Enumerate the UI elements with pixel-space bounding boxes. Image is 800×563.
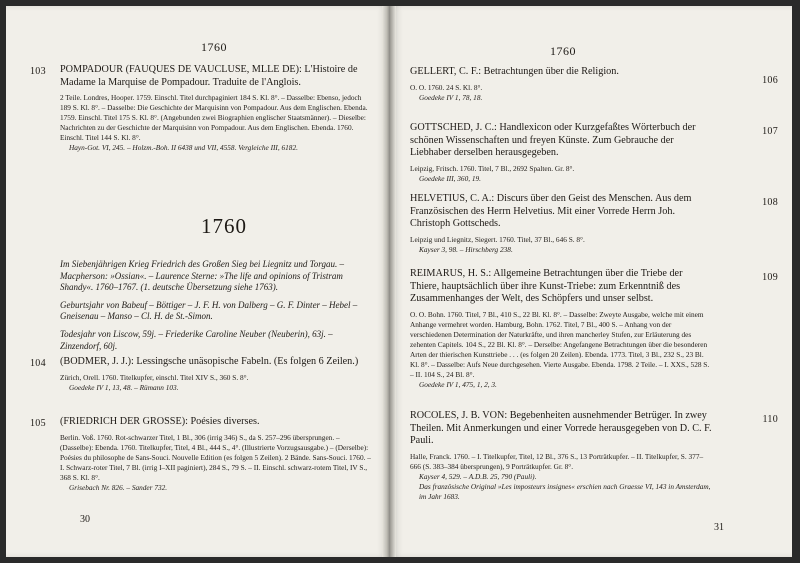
entry-104: [30, 356, 372, 393]
entry-references: Goedeke III, 360, 19.: [419, 173, 481, 183]
left-running-head: 1760: [201, 40, 227, 54]
entry-details: O. O. Bohn. 1760. Titel, 7 Bl., 410 S., 22 Bl. Kl. 8°. – Dasselbe: Zweyte Ausgabe, welche mit einem Anhange vermehret worden. Hamburg, Bohn. 1762. Titel, 7 Bl., 400 S. – Anhang von der verschiedenen Determination der Naturkräfte, und ihren mancherley Stufen, zur Erläuterung des zehenten Capitels. 104 S., 22 Bl. Kl. 8°. – Derselbe: Angefangene Betrachtungen über die besonderen Arten der thierischen Kunsttriebe . . . (es folgen 20 Zeilen). Ebenda. 1773. Titel, 3 Bl., 232 S., 23 Bl. Kl. 8°. – Dasselbe: Aufs Neue durchgesehen. Vierte Ausgabe. Ebenda. 1798. 2 Teile. – I. XXS., 528 S. – II. 104 S., 24 Bl. 8°.: [410, 309, 710, 379]
death-years: Todesjahr von Liscow, 59j. – Friederike Caroline Neuber (Neuberin), 63j. – Zinzendorf, 60j.: [60, 328, 333, 351]
right-page: [390, 6, 792, 557]
section-year-heading: 1760: [201, 214, 247, 238]
page-gutter-shadow: [382, 6, 390, 557]
entry-103: [30, 64, 372, 153]
entry-heading: (BODMER, J. J.): Lessingsche unäsopische Fabeln. (Es folgen 6 Zeilen.): [60, 356, 359, 367]
entry-references: Hayn-Got. VI, 245. – Holzm.-Boh. II 6438 und VII, 4558. Vergleiche III, 6182.: [69, 143, 298, 153]
entry-106: [410, 66, 778, 103]
birth-years: Geburtsjahr von Babeuf – Böttiger – J. F. H. von Dalberg – G. F. Dinter – Hebel – Gneisenau – Manso – Cl. H. de St.-Simon.: [60, 299, 358, 322]
entry-number: 107: [762, 126, 778, 137]
right-page-number: 31: [714, 522, 724, 533]
entry-references: Grisebach Nr. 826. – Sander 732.: [69, 482, 168, 492]
entry-references: Goedeke IV 1, 78, 18.: [419, 92, 483, 102]
year-intro: [60, 259, 372, 352]
entry-heading: POMPADOUR (FAUQUES DE VAUCLUSE, MLLE DE): L'Histoire de Madame la Marquise de Pompadour. Traduite de l'Anglois.: [60, 64, 358, 88]
left-page: [6, 6, 390, 557]
entry-details: 2 Teile. Londres, Hooper. 1759. Einschl. Titel durchpaginiert 184 S. Kl. 8°. – Dasselbe: Ebenso, jedoch 189 S. Kl. 8°. – Dasselbe: Die Geschichte der Marquisinn von Pompadour. Aus dem Englischen. Ebenda. 1759. Einschl. Titel 175 S. Kl. 8°. (Angebunden zwei Biographien englischer Staatsmänner). – Dieselbe: Nachrichten zu der Geschichte der Marquisinn von Pompadour. Aus dem Englischen. Ebenda. 1760. Einschl. Titel 144 S. Kl. 8°.: [60, 93, 368, 143]
entry-number: 105: [30, 418, 46, 429]
entry-109: [410, 268, 778, 390]
entry-references: Kayser 3, 98. – Hirschberg 238.: [419, 244, 513, 254]
entry-details: O. O. 1760. 24 S. Kl. 8°.: [410, 82, 483, 92]
entry-heading: ROCOLES, J. B. VON: Begebenheiten ausnehmender Betrüger. In zwey Theilen. Mit Anmerkungen und einer Vorrede herausgegeben von D. C. F. Pauli.: [410, 410, 712, 447]
entry-107: [410, 122, 778, 184]
entry-110: [410, 410, 778, 502]
entry-references: Goedeke IV 1, 13, 48. – Rümann 103.: [69, 382, 179, 392]
entry-references: Goedeke IV 1, 475, 1, 2, 3.: [419, 379, 497, 389]
page-gutter-shadow: [390, 6, 396, 557]
entry-heading: HELVETIUS, C. A.: Discurs über den Geist des Menschen. Aus dem Französischen des Herrn Helvetius. Mit einer Vorrede Herrn Joh. Christoph Gottscheds.: [410, 193, 692, 230]
entry-note: Das französische Original »Les imposteurs insignes« erschien nach Graesse VI, 143 in Amsterdam, im Jahr 1683.: [419, 481, 711, 501]
entry-details: Halle, Franck. 1760. – I. Titelkupfer, Titel, 12 Bl., 376 S., 13 Porträtkupfer. – II. Titelkupfer, S. 377–666 (S. 383–384 übersprungen), 9 Porträtkupfer. Gr. 8°.: [410, 451, 704, 471]
right-running-head: 1760: [550, 44, 576, 58]
entry-heading: REIMARUS, H. S.: Allgemeine Betrachtungen über die Triebe der Thiere, hauptsächlich über ihre Kunst-Triebe: zum Erkenntniß des Zusammenhanges der Welt, des Schöpfers und unser selbst.: [410, 268, 683, 305]
historical-events: Im Siebenjährigen Krieg Friedrich des Großen Sieg bei Liegnitz und Torgau. – Macpherson: »Ossian«. – Laurence Sterne: »The life and opinions of Tristram Shandy«. 1760–1767. (1. deutsche Übersetzung siehe 1763).: [60, 259, 344, 293]
entry-number: 108: [762, 197, 778, 208]
entry-heading: (FRIEDRICH DER GROSSE): Poésies diverses.: [60, 416, 260, 427]
entry-heading: GELLERT, C. F.: Betrachtungen über die Religion.: [410, 66, 619, 77]
entry-108: [410, 193, 778, 255]
entry-details: Leipzig, Fritsch. 1760. Titel, 7 Bl., 2692 Spalten. Gr. 8°.: [410, 163, 575, 173]
entry-number: 106: [762, 75, 778, 86]
entry-number: 109: [762, 272, 778, 283]
entry-details: Leipzig und Liegnitz, Siegert. 1760. Titel, 37 Bl., 646 S. 8°.: [410, 234, 585, 244]
entry-heading: GOTTSCHED, J. C.: Handlexicon oder Kurzgefaßtes Wörterbuch der schönen Wissenschaften und freyen Künste. Zum Gebrauche der Liebhaber derselben herausgegeben.: [410, 122, 696, 159]
entry-number: 110: [762, 414, 778, 425]
entry-105: [30, 416, 372, 493]
left-page-number: 30: [80, 514, 90, 525]
entry-details: Zürich, Orell. 1760. Titelkupfer, einschl. Titel XIV S., 360 S. 8°.: [60, 372, 249, 382]
entry-details: Berlin. Voß. 1760. Rot-schwarzer Titel, 1 Bl., 306 (irrig 346) S., da S. 257–296 übersprungen. – (Dasselbe): Ebenda. 1760. Titelkupfer, Titel, 4 Bl., 444 S., 4°. (Illustrierte Vorzugsausgabe.) – (Derselbe): Poésies du philosophe de Sans-Souci. Nouvelle Edition (es folgen 5 Zeilen). 2 Bände. Sans-Souci. 1760. – I. Schwarz-roter Titel, 7 Bl. (irrig I–XII paginiert), 284 S., 79 S. – II. Einschl. schwarz-rotem Titel, IV S., 368 S. Kl. 8°.: [60, 432, 371, 482]
entry-number: 103: [30, 66, 46, 77]
entry-references: Kayser 4, 529. – A.D.B. 25, 790 (Pauli).: [419, 471, 537, 481]
entry-number: 104: [30, 358, 46, 369]
